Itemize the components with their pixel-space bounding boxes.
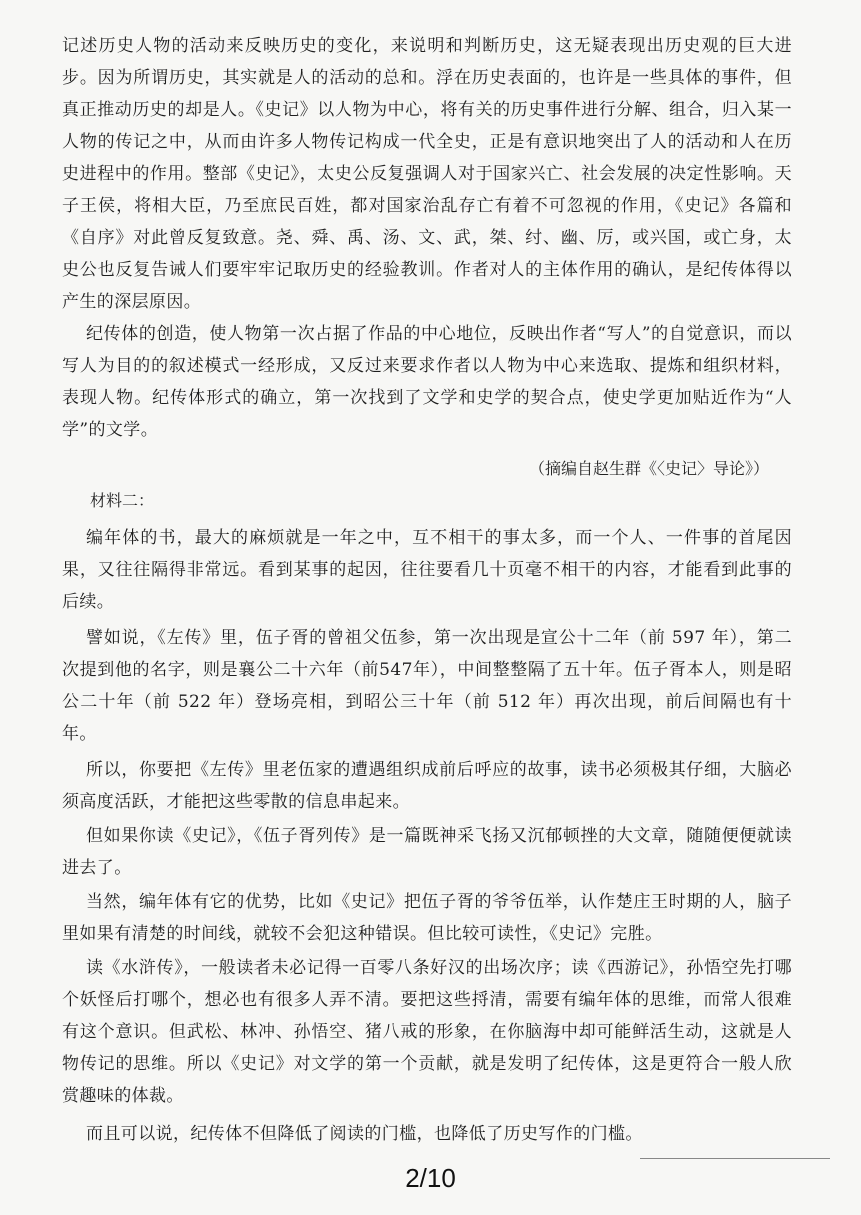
page-number: 2/10 <box>405 1163 456 1193</box>
paragraph-1: 记述历史人物的活动来反映历史的变化，来说明和判断历史，这无疑表现出历史观的巨大进步。因为所谓历史，其实就是人的活动的总和。浮在历史表面的，也许是一些具体的事件，但真正推动历史的却是人。《史记》以人物为中心，将有关的历史事件进行分解、组合，归入某一人物的传记之中，从而由许多人物传记构成一代全史，正是有意识地突出了人的活动和人在历史进程中的作用。整部《史记》，太史公反复强调人对于国家兴亡、社会发展的决定性影响。天子王侯，将相大臣，乃至庶民百姓，都对国家治乱存亡有着不可忽视的作用，《史记》各篇和《自序》对此曾反复致意。尧、舜、禹、汤、文、武，桀、纣、幽、厉，或兴国，或亡身，太史公也反复告诫人们要牢牢记取历史的经验教训。作者对人的主体作用的确认，是纪传体得以产生的深层原因。 <box>62 36 792 312</box>
paragraph-2: 纪传体的创造，使人物第一次占据了作品的中心地位，反映出作者“写人”的自觉意识，而以写人为目的的叙述模式一经形成，又反过来要求作者以人物为中心来选取、提炼和组织材料，表现人物。纪传体形式的确立，第一次找到了文学和史学的契合点，使史学更加贴近作为“人学”的文学。 <box>62 324 792 440</box>
paragraph-9: 而且可以说，纪传体不但降低了阅读的门槛，也降低了历史写作的门槛。 <box>86 1124 643 1144</box>
paragraph-4: 譬如说，《左传》里，伍子胥的曾祖父伍参，第一次出现是宣公十二年（前 597 年），第二次提到他的名字，则是襄公二十六年（前547年），中间整整隔了五十年。伍子胥本人，则是昭公二十年（前 522 年）登场亮相，到昭公三十年（前 512 年）再次出现，前后间隔也有十年。 <box>62 628 792 744</box>
paragraph-8: 读《水浒传》，一般读者未必记得一百零八条好汉的出场次序；读《西游记》，孙悟空先打哪个妖怪后打哪个，想必也有很多人弄不清。要把这些捋清，需要有编年体的思维，而常人很难有这个意识。但武松、林冲、孙悟空、猪八戒的形象，在你脑海中却可能鲜活生动，这就是人物传记的思维。所以《史记》对文学的第一个贡献，就是发明了纪传体，这是更符合一般人欣赏趣味的体裁。 <box>62 958 792 1106</box>
source-citation: （摘编自赵生群《〈史记〉导论》） <box>528 459 769 478</box>
paragraph-3: 编年体的书，最大的麻烦就是一年之中，互不相干的事太多，而一个人、一件事的首尾因果，又往往隔得非常远。看到某事的起因，往往要看几十页毫不相干的内容，才能看到此事的后续。 <box>62 528 792 612</box>
section-heading: 材料二： <box>90 491 155 510</box>
paragraph-7: 当然，编年体有它的优势，比如《史记》把伍子胥的爷爷伍举，认作楚庄王时期的人，脑子里如果有清楚的时间线，就较不会犯这种错误。但比较可读性，《史记》完胜。 <box>62 892 792 944</box>
paragraph-6: 但如果你读《史记》，《伍子胥列传》是一篇既神采飞扬又沉郁顿挫的大文章，随随便便就读进去了。 <box>62 826 792 878</box>
paragraph-5: 所以，你要把《左传》里老伍家的遭遇组织成前后呼应的故事，读书必须极其仔细，大脑必须高度活跃，才能把这些零散的信息串起来。 <box>62 760 792 812</box>
footer-divider <box>640 1158 830 1159</box>
